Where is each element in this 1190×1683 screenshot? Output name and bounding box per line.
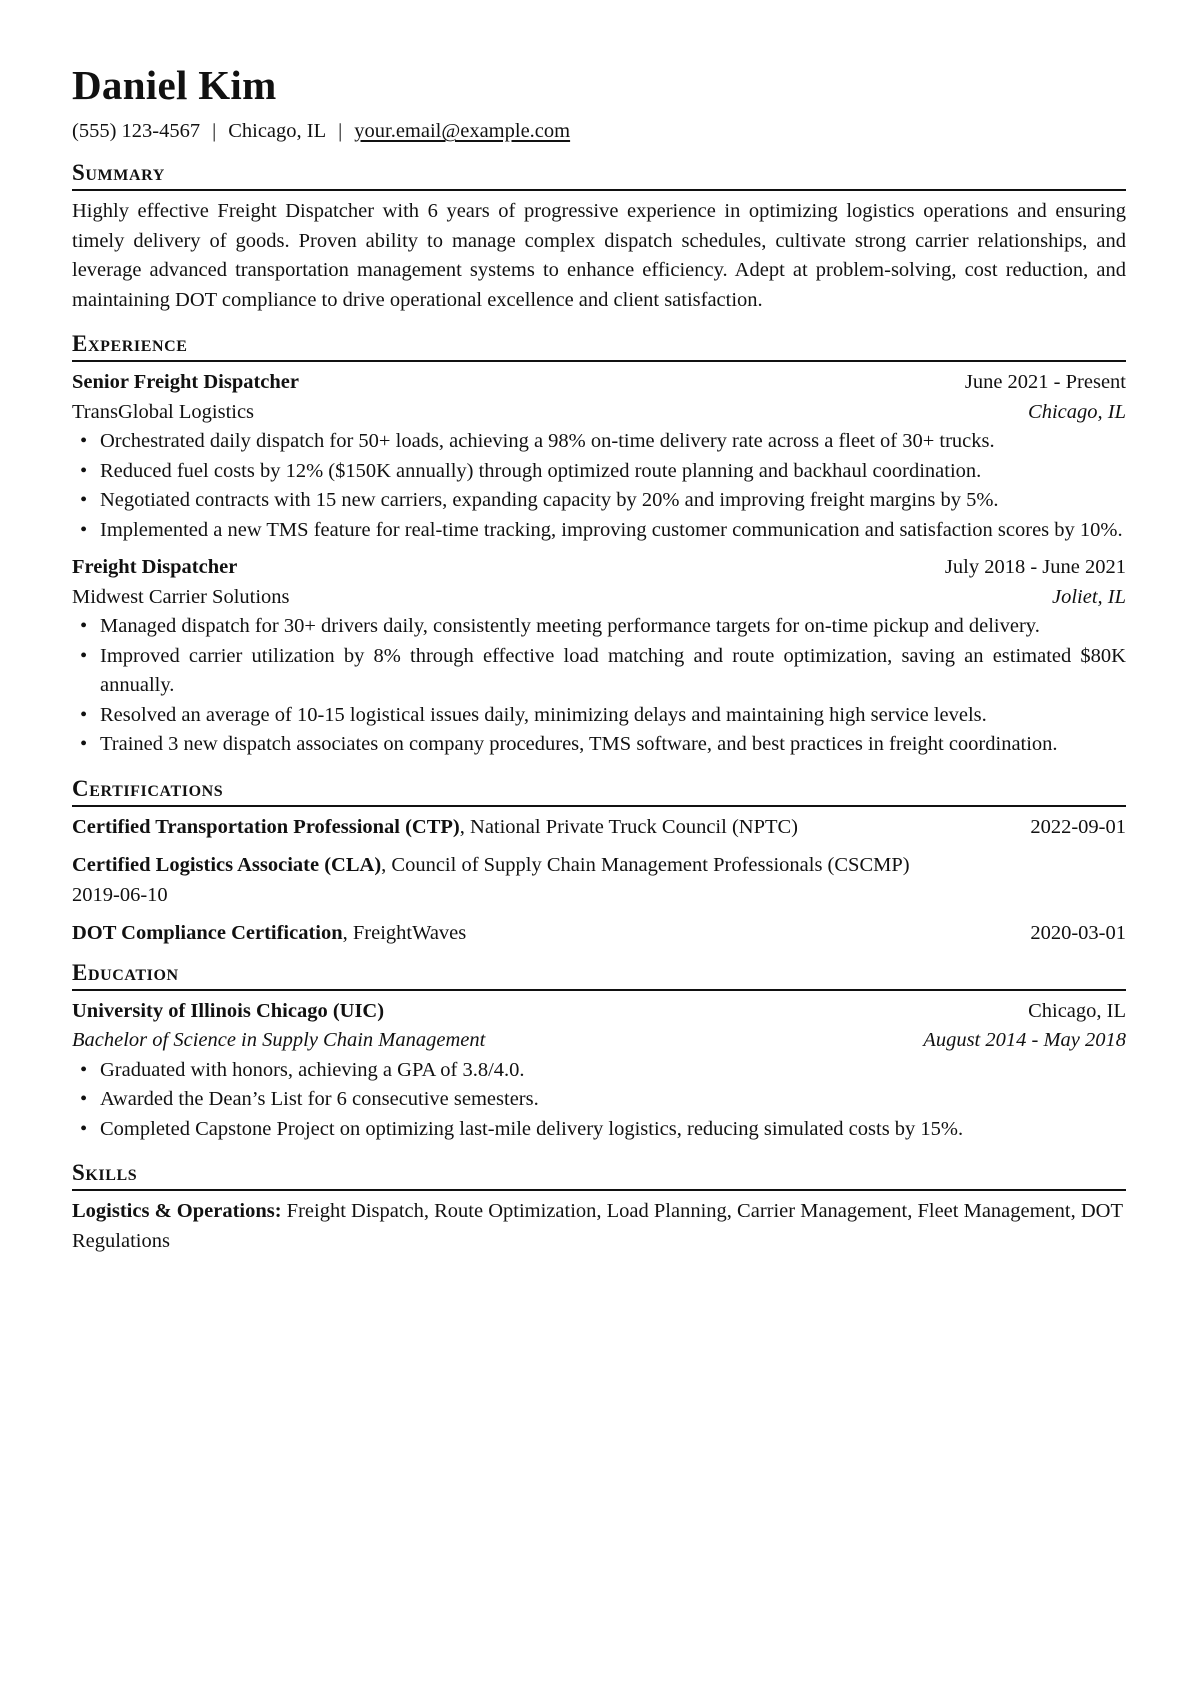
bullet-icon: • bbox=[80, 1088, 88, 1110]
contact-location: Chicago, IL bbox=[228, 120, 327, 142]
education-dates: August 2014 - May 2018 bbox=[923, 1029, 1126, 1051]
section-title-experience: Experience bbox=[72, 331, 188, 356]
section-title-certifications: Certifications bbox=[72, 775, 224, 801]
degree: Bachelor of Science in Supply Chain Management bbox=[72, 1029, 486, 1051]
experience-section bbox=[72, 329, 1126, 760]
education-section bbox=[72, 958, 1126, 1145]
certification-item: Certified Logistics Associate (CLA), Council of Supply Chain Management Professionals (CSCMP) 2019-06-10 bbox=[72, 851, 1126, 910]
bullet-icon: • bbox=[80, 1117, 88, 1140]
bullet-text: Negotiated contracts with 15 new carriers, expanding capacity by 20% and improving freight margins by 5%. bbox=[100, 489, 999, 511]
separator: | bbox=[212, 120, 217, 142]
bullet-item bbox=[72, 457, 1126, 487]
email-link[interactable]: your.email@example.com bbox=[354, 120, 571, 142]
summary-text: Highly effective Freight Dispatcher with 6 years of progressive experience in optimizing logistics operations and ensuring timely delivery of goods. Proven ability to manage complex dispatch schedules, cultivate strong carrier relationships, and leverage advanced transportation management systems to enhance efficiency. Adept at problem-solving, cost reduction, and maintaining DOT compliance to drive operational excellence and client satisfaction. bbox=[72, 200, 1126, 311]
certification-item: DOT Compliance Certification, FreightWaves 2020-03-01 bbox=[72, 919, 1126, 949]
certification-date: 2022-09-01 bbox=[1030, 815, 1126, 838]
bullet-icon: • bbox=[80, 1058, 88, 1081]
bullet-item bbox=[72, 1056, 1126, 1086]
bullet-item bbox=[72, 516, 1126, 546]
education-bullets bbox=[72, 1056, 1126, 1145]
job-entry bbox=[72, 553, 1126, 760]
job-location: Joliet, IL bbox=[1051, 585, 1126, 608]
job-title: Senior Freight Dispatcher bbox=[72, 371, 300, 393]
bullet-item bbox=[72, 701, 1126, 731]
company-name: Midwest Carrier Solutions bbox=[72, 585, 290, 608]
company-name: TransGlobal Logistics bbox=[72, 400, 255, 423]
job-bullets bbox=[72, 612, 1126, 760]
section-divider bbox=[72, 1189, 1126, 1191]
phone-number: (555) 123-4567 bbox=[72, 120, 201, 142]
bullet-icon: • bbox=[80, 459, 88, 482]
skills-section bbox=[72, 1158, 1126, 1256]
school-location: Chicago, IL bbox=[1028, 999, 1126, 1022]
candidate-name: Daniel Kim bbox=[72, 62, 277, 108]
resume-page bbox=[72, 60, 1126, 1256]
skill-group bbox=[72, 1197, 1126, 1256]
bullet-icon: • bbox=[80, 703, 88, 726]
certification-issuer: FreightWaves bbox=[352, 922, 467, 944]
bullet-icon: • bbox=[80, 733, 88, 755]
section-title-education: Education bbox=[72, 959, 179, 985]
skill-group-items: Freight Dispatch, Route Optimization, Load Planning, Carrier Management, Fleet Management, DOT Regulations bbox=[72, 1200, 1123, 1252]
section-divider bbox=[72, 360, 1126, 362]
certification-name: Certified Logistics Associate (CLA) bbox=[72, 854, 382, 876]
job-location: Chicago, IL bbox=[1028, 400, 1126, 423]
certification-name: Certified Transportation Professional (CTP) bbox=[72, 815, 460, 838]
bullet-icon: • bbox=[80, 518, 88, 541]
bullet-icon: • bbox=[80, 430, 88, 452]
job-entry bbox=[72, 368, 1126, 545]
job-title: Freight Dispatcher bbox=[72, 556, 238, 578]
bullet-item bbox=[72, 1115, 1126, 1145]
bullet-text: Completed Capstone Project on optimizing last-mile delivery logistics, reducing simulated costs by 15%. bbox=[100, 1117, 964, 1140]
certification-issuer: Council of Supply Chain Management Professionals (CSCMP) bbox=[391, 854, 910, 876]
section-title-skills: Skills bbox=[72, 1160, 138, 1185]
bullet-text: Awarded the Dean’s List for 6 consecutive semesters. bbox=[100, 1088, 539, 1110]
bullet-icon: • bbox=[80, 489, 88, 511]
summary-section bbox=[72, 158, 1126, 315]
bullet-text: Graduated with honors, achieving a GPA of 3.8/4.0. bbox=[100, 1058, 525, 1081]
separator: | bbox=[338, 120, 343, 142]
certification-issuer: National Private Truck Council (NPTC) bbox=[470, 815, 798, 838]
bullet-icon: • bbox=[80, 615, 88, 637]
bullet-text: Reduced fuel costs by 12% ($150K annually) through optimized route planning and backhaul coordination. bbox=[100, 459, 982, 482]
bullet-text: Resolved an average of 10-15 logistical issues daily, minimizing delays and maintaining high service levels. bbox=[100, 703, 987, 726]
certification-name: DOT Compliance Certification bbox=[72, 922, 343, 944]
bullet-item bbox=[72, 730, 1126, 760]
bullet-item bbox=[72, 612, 1126, 642]
bullet-text: Improved carrier utilization by 8% through effective load matching and route optimization, saving an estimated $80K annually. bbox=[100, 644, 1126, 696]
section-divider bbox=[72, 989, 1126, 991]
section-title-summary: Summary bbox=[72, 160, 165, 185]
section-divider bbox=[72, 189, 1126, 191]
bullet-item bbox=[72, 1085, 1126, 1115]
job-dates: July 2018 - June 2021 bbox=[944, 556, 1126, 578]
job-bullets bbox=[72, 427, 1126, 545]
certifications-section bbox=[72, 774, 1126, 949]
bullet-icon: • bbox=[80, 644, 88, 667]
school-name: University of Illinois Chicago (UIC) bbox=[72, 999, 385, 1022]
job-dates: June 2021 - Present bbox=[964, 371, 1126, 393]
bullet-text: Implemented a new TMS feature for real-time tracking, improving customer communication and satisfaction scores by 10%. bbox=[100, 518, 1123, 541]
bullet-text: Orchestrated daily dispatch for 50+ loads, achieving a 98% on-time delivery rate across a fleet of 30+ trucks. bbox=[100, 430, 995, 452]
bullet-text: Managed dispatch for 30+ drivers daily, consistently meeting performance targets for on-time pickup and delivery. bbox=[100, 615, 1040, 637]
contact-line bbox=[72, 118, 1126, 144]
certification-item: Certified Transportation Professional (CTP), National Private Truck Council (NPTC) 2022-09-01 bbox=[72, 813, 1126, 843]
skill-group-label: Logistics & Operations: bbox=[72, 1200, 282, 1222]
bullet-item bbox=[72, 486, 1126, 516]
section-divider bbox=[72, 805, 1126, 807]
bullet-item bbox=[72, 427, 1126, 457]
certification-date: 2019-06-10 bbox=[72, 883, 168, 906]
bullet-item bbox=[72, 642, 1126, 701]
certification-date: 2020-03-01 bbox=[1030, 922, 1126, 944]
bullet-text: Trained 3 new dispatch associates on company procedures, TMS software, and best practices in freight coordination. bbox=[100, 733, 1058, 755]
